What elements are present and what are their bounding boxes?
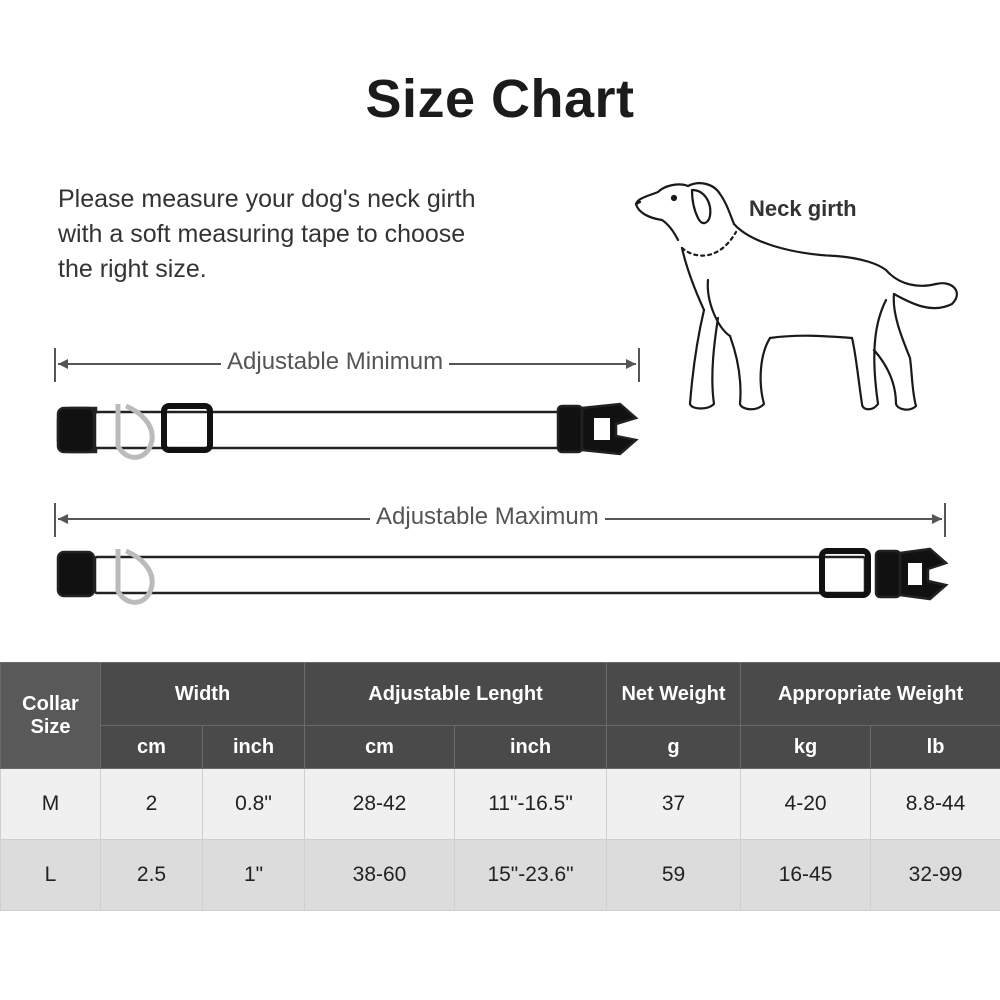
table-cell: 2.5 <box>101 840 203 911</box>
unit-header: kg <box>741 726 871 769</box>
table-cell: 11"-16.5" <box>455 769 607 840</box>
table-cell: 28-42 <box>305 769 455 840</box>
table-cell: 38-60 <box>305 840 455 911</box>
table-cell: 15"-23.6" <box>455 840 607 911</box>
table-cell: 16-45 <box>741 840 871 911</box>
table-cell: 37 <box>607 769 741 840</box>
table-cell: 2 <box>101 769 203 840</box>
table-cell: 59 <box>607 840 741 911</box>
table-cell: 32-99 <box>871 840 1000 911</box>
unit-header: inch <box>203 726 305 769</box>
neck-girth-label: Neck girth <box>749 196 857 221</box>
measuring-instructions: Please measure your dog's neck girth with a soft measuring tape to choose the right size. <box>58 185 476 283</box>
collar-maximum <box>58 549 946 602</box>
unit-header: lb <box>871 726 1000 769</box>
size-table <box>0 662 1000 911</box>
table-cell: 4-20 <box>741 769 871 840</box>
unit-header: g <box>607 726 741 769</box>
size-cell: M <box>1 769 101 840</box>
appropriate-weight-header: Appropriate Weight <box>741 663 1000 726</box>
table-row <box>1 769 1000 840</box>
table-cell: 1" <box>203 840 305 911</box>
adjustable-minimum-label: Adjustable Minimum <box>221 348 449 376</box>
collar-minimum <box>58 404 636 457</box>
unit-header: cm <box>101 726 203 769</box>
collar-size-header: Collar Size <box>1 663 101 769</box>
table-row <box>1 840 1000 911</box>
table-cell: 8.8-44 <box>871 769 1000 840</box>
size-cell: L <box>1 840 101 911</box>
page-title: Size Chart <box>365 69 635 129</box>
length-header: Adjustable Lenght <box>305 663 607 726</box>
table-cell: 0.8" <box>203 769 305 840</box>
width-header: Width <box>101 663 305 726</box>
net-weight-header: Net Weight <box>607 663 741 726</box>
adjustable-maximum-label: Adjustable Maximum <box>370 503 605 531</box>
unit-header: inch <box>455 726 607 769</box>
unit-header: cm <box>305 726 455 769</box>
